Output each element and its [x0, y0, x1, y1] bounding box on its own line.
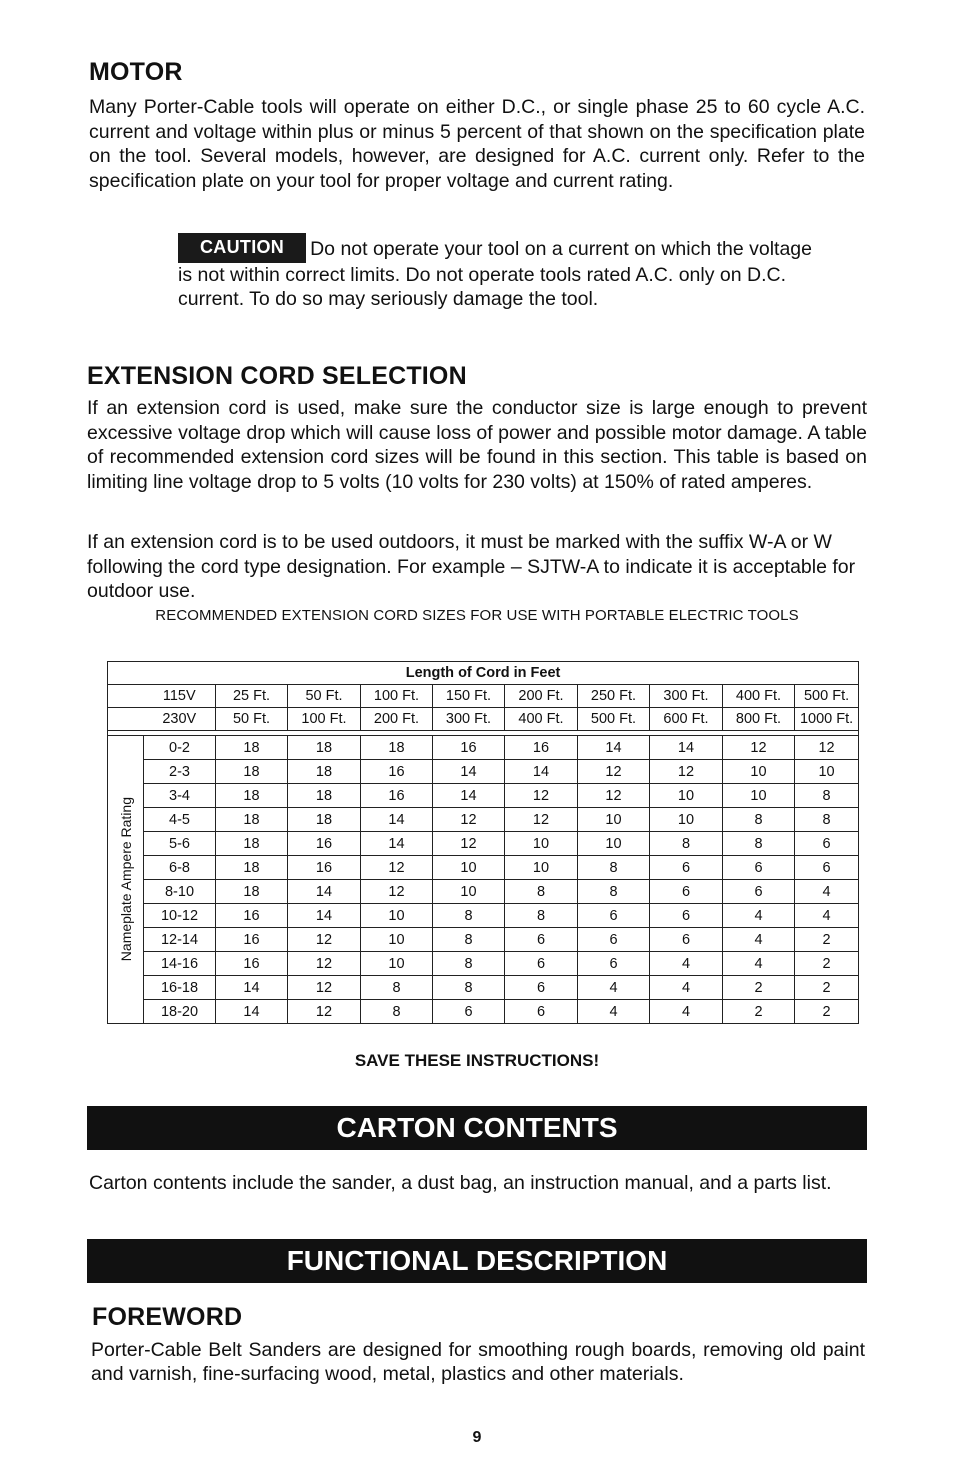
table-cell: 14 [578, 736, 650, 760]
table-cell: 6 [433, 1000, 505, 1024]
table-cell: 2 [795, 1000, 859, 1024]
save-instructions: SAVE THESE INSTRUCTIONS! [354, 1051, 600, 1070]
row115-cell: 400 Ft. [723, 685, 795, 708]
table-cell: 2 [795, 928, 859, 952]
table-cell: 10 [650, 784, 723, 808]
table-cell: 6 [650, 904, 723, 928]
table-cell: 12 [723, 736, 795, 760]
row115-cell: 250 Ft. [578, 685, 650, 708]
table-cell: 4 [795, 880, 859, 904]
table-cell: 8 [578, 856, 650, 880]
table-cell: 6 [578, 928, 650, 952]
table-cell: 10 [361, 904, 433, 928]
table-cell: 10 [795, 760, 859, 784]
table-cell: 18-20 [144, 1000, 216, 1024]
table-cell: 12 [433, 832, 505, 856]
table-cell: 12 [288, 976, 361, 1000]
table-cell: 4 [795, 904, 859, 928]
table-row [108, 1000, 859, 1024]
table-cell: 8 [505, 880, 578, 904]
table-cell: 8 [795, 808, 859, 832]
table-cell: 10-12 [144, 904, 216, 928]
table-cell: 8 [361, 1000, 433, 1024]
table-cell: 6 [723, 880, 795, 904]
table-cell: 8 [650, 832, 723, 856]
table-row [108, 880, 859, 904]
extension-paragraph-1: If an extension cord is used, make sure the conductor size is large enough to prevent excessive voltage drop which will cause loss of power and possible motor damage. A table of recommended extension cord sizes will be found in this section. This table is based on limiting line voltage drop to 5 volts (10 volts for 230 volts) at 150% of rated amperes. [87, 397, 867, 494]
caution-block [178, 233, 828, 312]
table-cell: 12 [578, 784, 650, 808]
row230-cell: 50 Ft. [216, 708, 288, 731]
table-cell: 18 [216, 736, 288, 760]
table-cell: 10 [650, 808, 723, 832]
table-cell: 0-2 [144, 736, 216, 760]
row230-cell: 230V [144, 708, 216, 731]
spacer-cell [108, 708, 144, 731]
table-cell: 16 [361, 784, 433, 808]
table-cell: 16 [505, 736, 578, 760]
table-cell: 5-6 [144, 832, 216, 856]
table-cell: 10 [578, 808, 650, 832]
carton-contents-banner: CARTON CONTENTS [87, 1106, 867, 1150]
row115-cell: 500 Ft. [795, 685, 859, 708]
table-cell: 4 [723, 904, 795, 928]
table-row [108, 760, 859, 784]
table-cell: 4-5 [144, 808, 216, 832]
table-cell: 18 [361, 736, 433, 760]
table-cell: 12 [505, 808, 578, 832]
table-cell: 8 [361, 976, 433, 1000]
table-cell: 10 [505, 832, 578, 856]
row115-cell: 115V [144, 685, 216, 708]
table-cell: 16 [361, 760, 433, 784]
table-cell: 18 [216, 856, 288, 880]
table-cell: 16 [216, 904, 288, 928]
table-cell: 6 [795, 856, 859, 880]
table-cell: 8 [723, 832, 795, 856]
table-row [108, 952, 859, 976]
table-cell: 18 [288, 760, 361, 784]
ampere-rating-label-cell [108, 736, 144, 1024]
table-cell: 8 [433, 928, 505, 952]
table-cell: 14 [505, 760, 578, 784]
table-cell: 14 [361, 832, 433, 856]
table-cell: 8 [723, 808, 795, 832]
table-cell: 14 [288, 904, 361, 928]
table-row [108, 904, 859, 928]
table-cell: 10 [433, 856, 505, 880]
table-cell: 8-10 [144, 880, 216, 904]
table-cell: 8 [433, 952, 505, 976]
table-cell: 16 [216, 928, 288, 952]
table-cell: 2 [795, 952, 859, 976]
table-cell: 6 [578, 904, 650, 928]
table-cell: 4 [650, 952, 723, 976]
table-cell: 8 [433, 904, 505, 928]
table-cell: 16-18 [144, 976, 216, 1000]
table-cell: 8 [578, 880, 650, 904]
table-cell: 14 [216, 976, 288, 1000]
table-cell: 6 [650, 880, 723, 904]
table-cell: 14 [650, 736, 723, 760]
table-cell: 10 [578, 832, 650, 856]
row115-cell: 200 Ft. [505, 685, 578, 708]
table-row [108, 856, 859, 880]
row115-cell: 150 Ft. [433, 685, 505, 708]
table-cell: 14 [433, 784, 505, 808]
table-cell: 2-3 [144, 760, 216, 784]
table-cell: 12 [795, 736, 859, 760]
table-cell: 14 [433, 760, 505, 784]
table-cell: 4 [578, 1000, 650, 1024]
table-cell: 6 [505, 952, 578, 976]
table-cell: 12 [578, 760, 650, 784]
table-cell: 4 [723, 952, 795, 976]
foreword-paragraph: Porter-Cable Belt Sanders are designed for smoothing rough boards, removing old paint and varnish, fine-surfacing wood, metal, plastics and other materials. [91, 1339, 865, 1385]
table-cell: 12 [361, 856, 433, 880]
table-cell: 12 [505, 784, 578, 808]
row230-cell: 100 Ft. [288, 708, 361, 731]
table-cell: 6 [505, 1000, 578, 1024]
row115-cell: 50 Ft. [288, 685, 361, 708]
page-number: 9 [472, 1429, 482, 1446]
voltage-row-115 [108, 685, 859, 708]
caution-text: Do not operate your tool on a current on which the voltage is not within correct limits. Do not operate tools rated A.C. only on D.C. current. To do so may seriously damage the tool. [178, 238, 812, 311]
table-header-row [108, 662, 859, 685]
table-cell: 12 [288, 1000, 361, 1024]
caution-badge: CAUTION [178, 233, 306, 263]
ampere-rating-label: Nameplate Ampere Rating [117, 797, 134, 962]
table-cell: 12-14 [144, 928, 216, 952]
table-cell: 4 [650, 1000, 723, 1024]
extension-cord-table [107, 661, 859, 1024]
foreword-heading: FOREWORD [92, 1303, 243, 1331]
table-row [108, 808, 859, 832]
table-cell: 6 [578, 952, 650, 976]
table-cell: 14 [216, 1000, 288, 1024]
table-cell: 18 [216, 760, 288, 784]
row115-cell: 100 Ft. [361, 685, 433, 708]
table-cell: 6-8 [144, 856, 216, 880]
table-cell: 12 [361, 880, 433, 904]
table-cell: 14-16 [144, 952, 216, 976]
table-row [108, 832, 859, 856]
table-row [108, 928, 859, 952]
row230-cell: 500 Ft. [578, 708, 650, 731]
table-cell: 6 [795, 832, 859, 856]
row230-cell: 600 Ft. [650, 708, 723, 731]
motor-paragraph: Many Porter-Cable tools will operate on either D.C., or single phase 25 to 60 cycle A.C. current and voltage within plus or minus 5 percent of that shown on the specification plate on the tool. Several models, however, are designed for A.C. current only. Refer to the specification plate on your tool for proper voltage and current rating. [89, 96, 865, 193]
table-cell: 10 [361, 952, 433, 976]
table-cell: 18 [216, 832, 288, 856]
table-cell: 8 [795, 784, 859, 808]
table-cell: 2 [795, 976, 859, 1000]
row230-cell: 800 Ft. [723, 708, 795, 731]
table-cell: 10 [433, 880, 505, 904]
row115-cell: 25 Ft. [216, 685, 288, 708]
table-cell: 6 [505, 928, 578, 952]
table-cell: 18 [216, 784, 288, 808]
table-cell: 12 [433, 808, 505, 832]
table-row [108, 736, 859, 760]
table-cell: 18 [288, 784, 361, 808]
table-cell: 14 [288, 880, 361, 904]
table-cell: 4 [723, 928, 795, 952]
table-row [108, 784, 859, 808]
extension-paragraph-2: If an extension cord is to be used outdoors, it must be marked with the suffix W-A or W following the cord type designation. For example – SJTW-A to indicate it is acceptable for outdoor use. [87, 531, 856, 603]
row230-cell: 200 Ft. [361, 708, 433, 731]
table-cell: 18 [288, 808, 361, 832]
table-cell: 4 [650, 976, 723, 1000]
table-cell: 6 [650, 856, 723, 880]
table-cell: 12 [288, 952, 361, 976]
functional-description-banner: FUNCTIONAL DESCRIPTION [87, 1239, 867, 1283]
table-cell: 6 [650, 928, 723, 952]
table-cell: 18 [216, 880, 288, 904]
table-cell: 6 [723, 856, 795, 880]
table-cell: 10 [361, 928, 433, 952]
table-cell: 2 [723, 976, 795, 1000]
row230-cell: 400 Ft. [505, 708, 578, 731]
table-cell: 10 [723, 760, 795, 784]
spacer-cell [108, 685, 144, 708]
table-cell: 3-4 [144, 784, 216, 808]
table-caption: RECOMMENDED EXTENSION CORD SIZES FOR USE WITH PORTABLE ELECTRIC TOOLS [155, 607, 799, 624]
table-header: Length of Cord in Feet [108, 662, 859, 685]
table-cell: 8 [433, 976, 505, 1000]
table-cell: 10 [723, 784, 795, 808]
row230-cell: 1000 Ft. [795, 708, 859, 731]
table-cell: 18 [288, 736, 361, 760]
table-cell: 16 [216, 952, 288, 976]
table-row [108, 976, 859, 1000]
table-cell: 16 [433, 736, 505, 760]
table-cell: 12 [650, 760, 723, 784]
motor-heading: MOTOR [89, 58, 183, 86]
table-cell: 8 [505, 904, 578, 928]
table-cell: 4 [578, 976, 650, 1000]
extension-cord-heading: EXTENSION CORD SELECTION [87, 362, 467, 390]
voltage-row-230 [108, 708, 859, 731]
row115-cell: 300 Ft. [650, 685, 723, 708]
table-cell: 16 [288, 856, 361, 880]
table-cell: 16 [288, 832, 361, 856]
carton-paragraph: Carton contents include the sander, a dust bag, an instruction manual, and a parts list. [89, 1172, 832, 1194]
row230-cell: 300 Ft. [433, 708, 505, 731]
table-cell: 18 [216, 808, 288, 832]
table-cell: 10 [505, 856, 578, 880]
table-cell: 14 [361, 808, 433, 832]
table-cell: 2 [723, 1000, 795, 1024]
table-cell: 12 [288, 928, 361, 952]
table-cell: 6 [505, 976, 578, 1000]
